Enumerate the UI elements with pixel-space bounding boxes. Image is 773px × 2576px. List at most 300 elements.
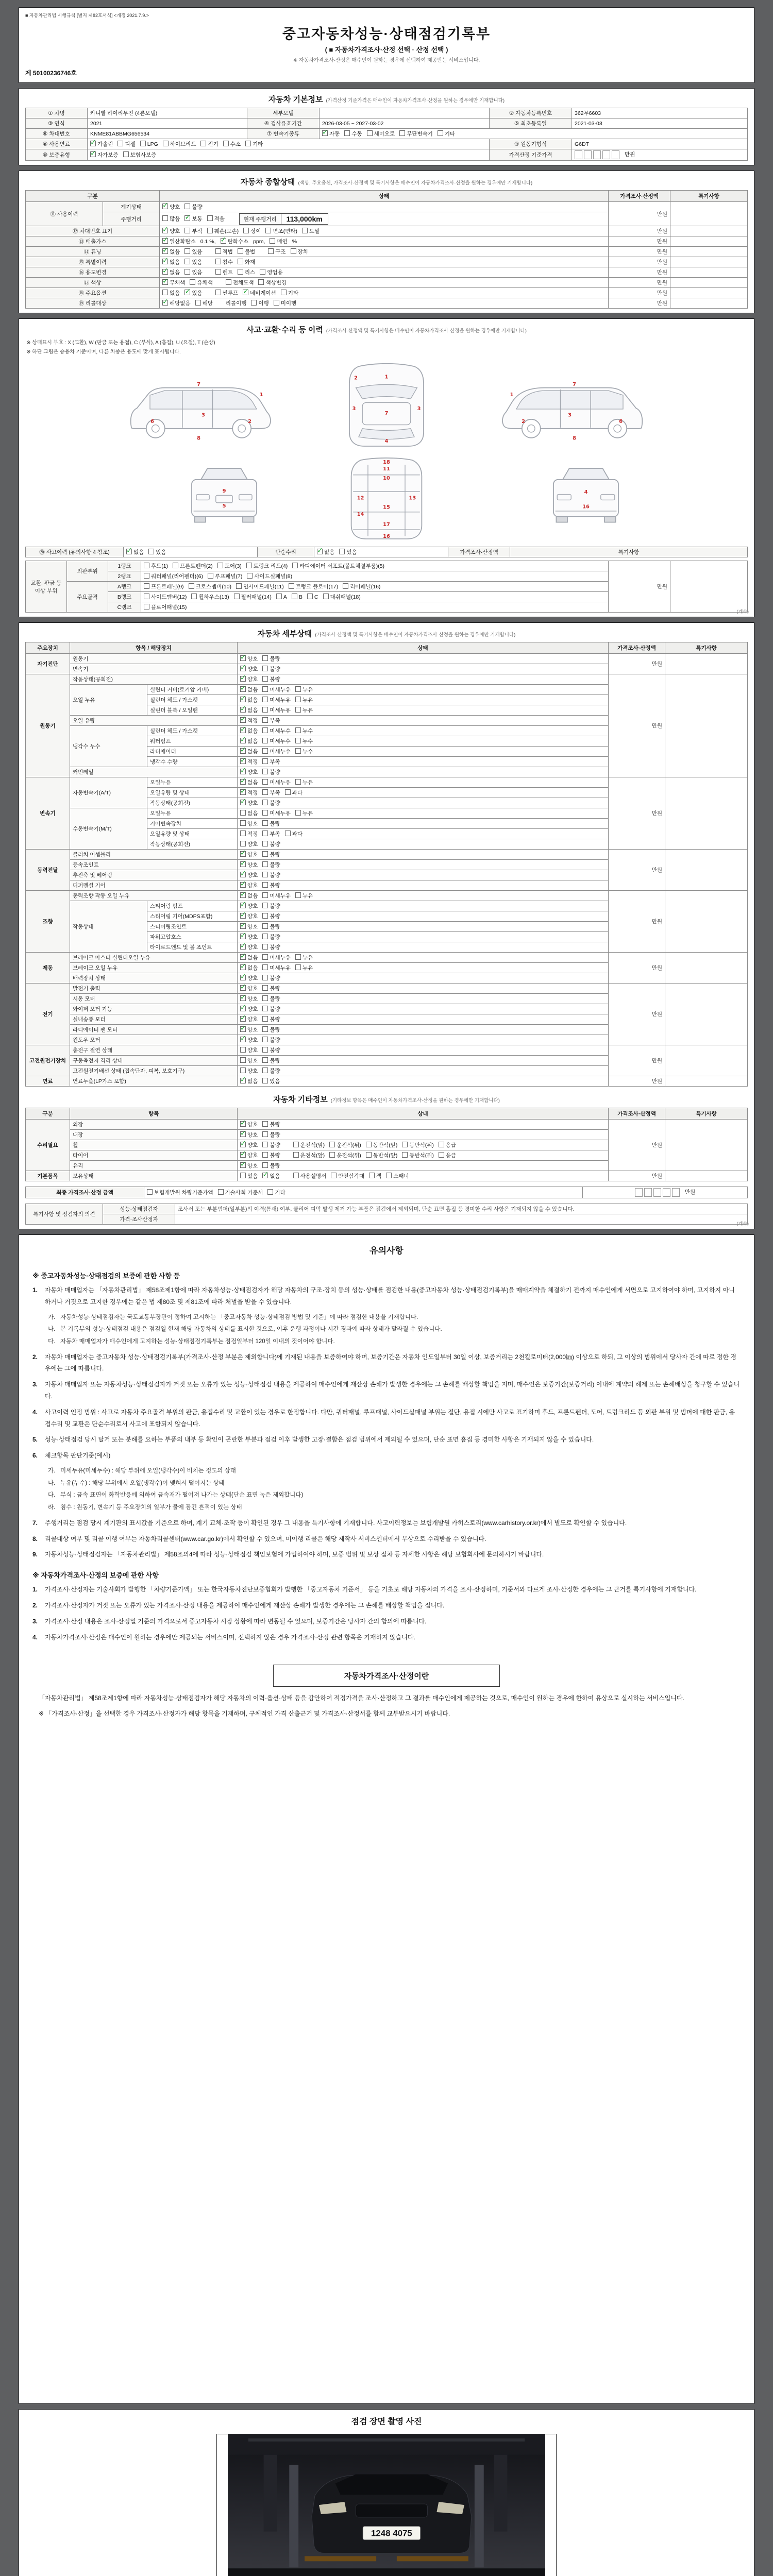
checkbox-option[interactable]: 트렁크 플로어(17) bbox=[289, 583, 338, 590]
checkbox-option[interactable]: 과다 bbox=[285, 830, 303, 838]
checkbox-option[interactable]: ✓ 양호 bbox=[240, 985, 258, 992]
checkbox-option[interactable]: 리스 bbox=[238, 268, 255, 276]
checkbox-option[interactable]: 불량 bbox=[262, 861, 280, 869]
checkbox[interactable] bbox=[274, 300, 279, 306]
checkbox[interactable] bbox=[240, 1142, 246, 1147]
checkbox[interactable] bbox=[240, 666, 246, 671]
checkbox[interactable] bbox=[262, 1016, 268, 1022]
checkbox[interactable] bbox=[162, 259, 168, 264]
checkbox[interactable] bbox=[262, 820, 268, 826]
checkbox-option[interactable]: 누유 bbox=[295, 696, 313, 704]
checkbox-option[interactable]: 동반석(뒤) bbox=[402, 1151, 434, 1159]
checkbox[interactable] bbox=[90, 151, 96, 157]
checkbox[interactable] bbox=[295, 697, 301, 702]
checkbox[interactable] bbox=[262, 1047, 268, 1053]
checkbox-option[interactable]: 불량 bbox=[262, 995, 280, 1003]
checkbox-option[interactable]: ✓ 가솔린 bbox=[90, 140, 113, 148]
checkbox-option[interactable]: 전체도색 bbox=[226, 279, 254, 286]
checkbox-option[interactable]: ✓ 없음 bbox=[240, 696, 258, 704]
checkbox-option[interactable]: 적음 bbox=[207, 215, 225, 223]
checkbox[interactable] bbox=[215, 269, 221, 275]
checkbox[interactable] bbox=[189, 583, 194, 589]
checkbox[interactable] bbox=[144, 604, 149, 609]
checkbox-option[interactable]: ✓ 양호 bbox=[240, 851, 258, 858]
checkbox[interactable] bbox=[262, 769, 268, 774]
checkbox-option[interactable]: 불법 bbox=[238, 248, 255, 256]
checkbox[interactable] bbox=[226, 279, 231, 285]
checkbox[interactable] bbox=[268, 248, 274, 254]
checkbox[interactable] bbox=[247, 573, 253, 579]
checkbox-option[interactable]: 구조 bbox=[268, 248, 285, 256]
checkbox[interactable] bbox=[217, 563, 223, 568]
checkbox-option[interactable]: 없음 bbox=[240, 809, 258, 817]
checkbox-option[interactable]: 적정 bbox=[240, 830, 258, 838]
checkbox-option[interactable]: ✓ 양호 bbox=[240, 655, 258, 663]
checkbox[interactable] bbox=[218, 1189, 224, 1195]
checkbox-option[interactable]: 불량 bbox=[262, 1046, 280, 1054]
checkbox[interactable] bbox=[200, 141, 206, 146]
checkbox[interactable] bbox=[240, 1121, 246, 1127]
checkbox[interactable] bbox=[240, 1026, 246, 1032]
checkbox-option[interactable]: 불량 bbox=[262, 655, 280, 663]
checkbox-option[interactable]: ✓ 적정 bbox=[240, 758, 258, 766]
checkbox[interactable] bbox=[262, 789, 268, 795]
checkbox-option[interactable]: ✓ 양호 bbox=[240, 1141, 258, 1149]
checkbox-option[interactable]: ✓ 양호 bbox=[240, 768, 258, 776]
checkbox-option[interactable]: 스패너 bbox=[386, 1172, 409, 1180]
checkbox[interactable] bbox=[262, 944, 268, 950]
checkbox-option[interactable]: 많음 bbox=[162, 215, 180, 223]
checkbox[interactable] bbox=[262, 1037, 268, 1042]
checkbox-option[interactable]: 미세누유 bbox=[262, 964, 291, 972]
checkbox-option[interactable]: 누수 bbox=[295, 737, 313, 745]
checkbox[interactable] bbox=[285, 831, 291, 836]
checkbox[interactable] bbox=[240, 1078, 246, 1083]
checkbox-option[interactable]: 누수 bbox=[295, 748, 313, 755]
checkbox[interactable] bbox=[262, 758, 268, 764]
checkbox[interactable] bbox=[366, 1142, 372, 1147]
checkbox-option[interactable]: 불량 bbox=[262, 912, 280, 920]
checkbox-option[interactable]: 불량 bbox=[262, 1067, 280, 1075]
checkbox-option[interactable]: 불량 bbox=[262, 1141, 280, 1149]
checkbox[interactable] bbox=[295, 707, 301, 713]
checkbox-option[interactable]: 부식 bbox=[184, 227, 202, 235]
checkbox[interactable] bbox=[240, 923, 246, 929]
checkbox[interactable] bbox=[147, 1189, 153, 1195]
checkbox-option[interactable]: 누수 bbox=[295, 727, 313, 735]
checkbox[interactable] bbox=[234, 594, 240, 599]
checkbox[interactable] bbox=[262, 717, 268, 723]
checkbox[interactable] bbox=[438, 130, 443, 136]
checkbox-option[interactable]: 훼손(오손) bbox=[207, 227, 239, 235]
checkbox[interactable] bbox=[191, 594, 197, 599]
checkbox[interactable] bbox=[295, 810, 301, 816]
checkbox[interactable] bbox=[144, 563, 149, 568]
checkbox[interactable] bbox=[240, 758, 246, 764]
checkbox-option[interactable]: 동반석(앞) bbox=[366, 1151, 398, 1159]
checkbox[interactable] bbox=[262, 831, 268, 836]
checkbox-option[interactable]: ✓ 양호 bbox=[240, 665, 258, 673]
checkbox-option[interactable]: 불량 bbox=[262, 1005, 280, 1013]
checkbox-option[interactable]: 기타 bbox=[267, 1189, 285, 1196]
checkbox[interactable] bbox=[162, 290, 168, 295]
checkbox[interactable] bbox=[236, 583, 242, 589]
checkbox-option[interactable]: 양호 bbox=[240, 1057, 258, 1064]
checkbox[interactable] bbox=[238, 248, 243, 254]
checkbox[interactable] bbox=[289, 583, 294, 589]
checkbox-option[interactable]: 플로어패널(15) bbox=[144, 603, 187, 611]
checkbox-option[interactable]: ✓ 양호 bbox=[240, 1036, 258, 1044]
checkbox[interactable] bbox=[262, 892, 268, 898]
checkbox[interactable] bbox=[262, 676, 268, 682]
checkbox[interactable] bbox=[386, 1173, 392, 1178]
checkbox-option[interactable]: 양호 bbox=[240, 820, 258, 827]
checkbox-option[interactable]: ✓ 없음 bbox=[240, 964, 258, 972]
checkbox[interactable] bbox=[262, 841, 268, 846]
checkbox-option[interactable]: 양호 bbox=[240, 840, 258, 848]
checkbox-option[interactable]: B bbox=[292, 594, 303, 600]
checkbox[interactable] bbox=[292, 594, 297, 599]
checkbox[interactable] bbox=[267, 1189, 273, 1195]
checkbox[interactable] bbox=[140, 141, 146, 146]
checkbox-option[interactable]: ✓ 없음 bbox=[240, 706, 258, 714]
checkbox[interactable] bbox=[90, 141, 96, 146]
checkbox-option[interactable]: 리어패널(16) bbox=[343, 583, 380, 590]
checkbox-option[interactable]: ✓ 적정 bbox=[240, 717, 258, 724]
checkbox-option[interactable]: 있음 bbox=[148, 548, 166, 556]
checkbox[interactable] bbox=[344, 130, 350, 136]
checkbox-option[interactable]: ✓ 양호 bbox=[240, 1005, 258, 1013]
checkbox[interactable] bbox=[240, 882, 246, 888]
checkbox-option[interactable]: 무단변속기 bbox=[399, 130, 433, 138]
checkbox-option[interactable]: 운전석(뒤) bbox=[329, 1151, 361, 1159]
checkbox-option[interactable]: 불량 bbox=[262, 882, 280, 889]
checkbox-option[interactable]: ✓ 양호 bbox=[240, 902, 258, 910]
checkbox-option[interactable]: ✓ 자동 bbox=[322, 130, 340, 138]
checkbox-option[interactable]: 응급 bbox=[439, 1151, 456, 1159]
checkbox-option[interactable]: ✓ 양호 bbox=[240, 1162, 258, 1170]
checkbox[interactable] bbox=[262, 1006, 268, 1011]
checkbox[interactable] bbox=[240, 1131, 246, 1137]
checkbox[interactable] bbox=[126, 549, 132, 554]
checkbox[interactable] bbox=[215, 248, 221, 254]
checkbox-option[interactable]: ✓ 양호 bbox=[240, 974, 258, 982]
checkbox-option[interactable]: ✓ 양호 bbox=[240, 923, 258, 930]
checkbox[interactable] bbox=[262, 995, 268, 1001]
checkbox[interactable] bbox=[295, 964, 301, 970]
checkbox-option[interactable]: 있음 bbox=[240, 1172, 258, 1180]
checkbox-option[interactable]: 침수 bbox=[215, 258, 233, 266]
checkbox[interactable] bbox=[262, 923, 268, 929]
checkbox-option[interactable]: 인사이드패널(11) bbox=[236, 583, 284, 590]
checkbox[interactable] bbox=[262, 851, 268, 857]
checkbox[interactable] bbox=[240, 944, 246, 950]
checkbox[interactable] bbox=[223, 141, 229, 146]
checkbox[interactable] bbox=[207, 228, 213, 233]
checkbox-option[interactable]: 불량 bbox=[262, 768, 280, 776]
checkbox-option[interactable]: 미세누유 bbox=[262, 809, 291, 817]
checkbox[interactable] bbox=[262, 1057, 268, 1063]
checkbox-option[interactable]: ✓ 양호 bbox=[240, 933, 258, 941]
checkbox[interactable] bbox=[240, 892, 246, 898]
checkbox[interactable] bbox=[162, 238, 168, 244]
checkbox[interactable] bbox=[262, 872, 268, 877]
checkbox-option[interactable]: 디젤 bbox=[117, 140, 135, 148]
checkbox-option[interactable]: 불량 bbox=[262, 1036, 280, 1044]
checkbox[interactable] bbox=[262, 1078, 268, 1083]
checkbox-option[interactable]: 부족 bbox=[262, 830, 280, 838]
checkbox-option[interactable]: ✓ 적정 bbox=[240, 789, 258, 796]
checkbox-option[interactable]: ✓ 없음 bbox=[240, 892, 258, 900]
checkbox-option[interactable]: 누유 bbox=[295, 892, 313, 900]
checkbox[interactable] bbox=[262, 1173, 268, 1178]
checkbox-option[interactable]: 유채색 bbox=[190, 279, 212, 286]
checkbox[interactable] bbox=[240, 861, 246, 867]
checkbox-option[interactable]: 미세누유 bbox=[262, 954, 291, 961]
checkbox-option[interactable]: ✓ 무채색 bbox=[162, 279, 185, 286]
checkbox[interactable] bbox=[240, 686, 246, 692]
checkbox[interactable] bbox=[251, 300, 257, 306]
checkbox-option[interactable]: 동반석(뒤) bbox=[402, 1141, 434, 1149]
checkbox-option[interactable]: 있음 bbox=[184, 268, 202, 276]
checkbox[interactable] bbox=[240, 810, 246, 816]
checkbox-option[interactable]: 전기 bbox=[200, 140, 218, 148]
checkbox[interactable] bbox=[238, 269, 243, 275]
checkbox-option[interactable]: 있음 bbox=[262, 1077, 280, 1085]
checkbox[interactable] bbox=[260, 269, 265, 275]
checkbox[interactable] bbox=[162, 248, 168, 254]
checkbox-option[interactable]: 기타 bbox=[245, 140, 263, 148]
checkbox[interactable] bbox=[207, 215, 213, 221]
checkbox[interactable] bbox=[262, 985, 268, 991]
checkbox-option[interactable]: 미세누수 bbox=[262, 737, 291, 745]
checkbox[interactable] bbox=[184, 228, 190, 233]
checkbox[interactable] bbox=[240, 707, 246, 713]
checkbox-option[interactable]: 불량 bbox=[262, 933, 280, 941]
checkbox[interactable] bbox=[240, 779, 246, 785]
checkbox-option[interactable]: 미세누유 bbox=[262, 892, 291, 900]
checkbox-option[interactable]: 보험사보증 bbox=[123, 151, 157, 159]
checkbox[interactable] bbox=[262, 666, 268, 671]
checkbox[interactable] bbox=[240, 1037, 246, 1042]
checkbox-option[interactable]: 불량 bbox=[262, 985, 280, 992]
checkbox[interactable] bbox=[293, 1152, 299, 1158]
checkbox-option[interactable]: ✓ 보통 bbox=[184, 215, 202, 223]
checkbox[interactable] bbox=[295, 738, 301, 743]
checkbox-option[interactable]: 운전석(앞) bbox=[293, 1151, 325, 1159]
checkbox-option[interactable]: ✓ 해당없음 bbox=[162, 299, 191, 307]
checkbox-option[interactable]: 있음 bbox=[184, 248, 202, 256]
checkbox[interactable] bbox=[439, 1142, 444, 1147]
checkbox-option[interactable]: 하이브리드 bbox=[163, 140, 196, 148]
checkbox[interactable] bbox=[399, 130, 405, 136]
checkbox-option[interactable]: 미세누수 bbox=[262, 727, 291, 735]
checkbox-option[interactable]: 프론트펜더(2) bbox=[173, 562, 213, 570]
checkbox[interactable] bbox=[262, 934, 268, 939]
checkbox-option[interactable]: 있음 bbox=[339, 548, 357, 556]
checkbox-option[interactable]: 사이드멤버(12) bbox=[144, 593, 187, 601]
checkbox[interactable] bbox=[329, 1142, 335, 1147]
checkbox[interactable] bbox=[262, 903, 268, 908]
checkbox[interactable] bbox=[215, 259, 221, 264]
checkbox-option[interactable]: 불량 bbox=[262, 675, 280, 683]
checkbox[interactable] bbox=[295, 727, 301, 733]
checkbox-option[interactable]: ✓ 양호 bbox=[240, 1026, 258, 1033]
checkbox[interactable] bbox=[262, 1026, 268, 1032]
checkbox[interactable] bbox=[317, 549, 323, 554]
checkbox[interactable] bbox=[240, 727, 246, 733]
checkbox[interactable] bbox=[295, 892, 301, 898]
checkbox[interactable] bbox=[331, 1173, 337, 1178]
checkbox[interactable] bbox=[402, 1152, 408, 1158]
checkbox-option[interactable]: 수동 bbox=[344, 130, 362, 138]
checkbox-option[interactable]: A bbox=[276, 594, 287, 600]
checkbox-option[interactable]: 색상변경 bbox=[258, 279, 287, 286]
checkbox[interactable] bbox=[262, 810, 268, 816]
checkbox-option[interactable]: ✓ 일산화탄소 bbox=[162, 238, 196, 245]
checkbox-option[interactable]: 누유 bbox=[295, 809, 313, 817]
checkbox-option[interactable]: 미세누유 bbox=[262, 696, 291, 704]
checkbox-option[interactable]: 후드(1) bbox=[144, 562, 168, 570]
checkbox[interactable] bbox=[144, 594, 149, 599]
checkbox-option[interactable]: 프론트패널(9) bbox=[144, 583, 184, 590]
checkbox[interactable] bbox=[162, 300, 168, 306]
checkbox-option[interactable]: 안전삼각대 bbox=[331, 1172, 364, 1180]
checkbox[interactable] bbox=[240, 872, 246, 877]
checkbox-option[interactable]: 사이드실패널(8) bbox=[247, 572, 292, 580]
checkbox-option[interactable]: ✓ 없음 bbox=[126, 548, 144, 556]
checkbox[interactable] bbox=[276, 594, 282, 599]
checkbox-option[interactable]: 불량 bbox=[262, 923, 280, 930]
checkbox[interactable] bbox=[240, 676, 246, 682]
checkbox[interactable] bbox=[245, 141, 251, 146]
checkbox-option[interactable]: 도어(3) bbox=[217, 562, 242, 570]
checkbox-option[interactable]: 불량 bbox=[262, 902, 280, 910]
checkbox-option[interactable]: ✓ 양호 bbox=[240, 675, 258, 683]
checkbox-option[interactable]: 누유 bbox=[295, 778, 313, 786]
checkbox-option[interactable]: 과다 bbox=[285, 789, 303, 796]
checkbox[interactable] bbox=[367, 130, 373, 136]
checkbox[interactable] bbox=[262, 913, 268, 919]
checkbox[interactable] bbox=[162, 279, 168, 285]
checkbox[interactable] bbox=[291, 248, 296, 254]
checkbox[interactable] bbox=[262, 727, 268, 733]
checkbox-option[interactable]: 기타 bbox=[281, 289, 298, 297]
checkbox-option[interactable]: ✓ 없음 bbox=[240, 686, 258, 693]
checkbox-option[interactable]: ✓ 양호 bbox=[240, 1151, 258, 1159]
checkbox[interactable] bbox=[343, 583, 348, 589]
checkbox[interactable] bbox=[243, 228, 249, 233]
checkbox[interactable] bbox=[293, 1142, 299, 1147]
checkbox-option[interactable]: 불량 bbox=[262, 1162, 280, 1170]
checkbox[interactable] bbox=[240, 738, 246, 743]
checkbox-option[interactable]: 매연 bbox=[270, 238, 287, 245]
checkbox[interactable] bbox=[148, 549, 154, 554]
checkbox[interactable] bbox=[262, 800, 268, 805]
checkbox-option[interactable]: ✓ 없음 bbox=[240, 954, 258, 961]
checkbox-option[interactable]: 잭 bbox=[369, 1172, 381, 1180]
checkbox[interactable] bbox=[173, 563, 178, 568]
checkbox[interactable] bbox=[262, 779, 268, 785]
checkbox-option[interactable]: 미세누수 bbox=[262, 748, 291, 755]
checkbox[interactable] bbox=[262, 686, 268, 692]
checkbox-option[interactable]: 불량 bbox=[262, 1057, 280, 1064]
checkbox-option[interactable]: 적법 bbox=[215, 248, 233, 256]
checkbox-option[interactable]: 불량 bbox=[262, 1131, 280, 1139]
checkbox-option[interactable]: C bbox=[307, 594, 318, 600]
checkbox[interactable] bbox=[262, 738, 268, 743]
checkbox[interactable] bbox=[262, 697, 268, 702]
checkbox-option[interactable]: 운전석(뒤) bbox=[329, 1141, 361, 1149]
checkbox-option[interactable]: 불량 bbox=[262, 665, 280, 673]
checkbox[interactable] bbox=[262, 1121, 268, 1127]
checkbox-option[interactable]: 누유 bbox=[295, 686, 313, 693]
checkbox[interactable] bbox=[240, 769, 246, 774]
checkbox[interactable] bbox=[190, 279, 195, 285]
checkbox-option[interactable]: 불량 bbox=[262, 799, 280, 807]
checkbox-option[interactable]: ✓ 없음 bbox=[240, 778, 258, 786]
checkbox[interactable] bbox=[281, 290, 287, 295]
checkbox-option[interactable]: 미세누유 bbox=[262, 778, 291, 786]
checkbox-option[interactable]: ✓ 없음 bbox=[262, 1172, 280, 1180]
checkbox[interactable] bbox=[184, 215, 190, 221]
checkbox[interactable] bbox=[240, 954, 246, 960]
checkbox[interactable] bbox=[144, 573, 149, 579]
checkbox-option[interactable]: 보험개발원 차량기준가액 bbox=[147, 1189, 213, 1196]
checkbox-option[interactable]: 도말 bbox=[302, 227, 320, 235]
checkbox[interactable] bbox=[262, 882, 268, 888]
checkbox[interactable] bbox=[240, 1152, 246, 1158]
checkbox-option[interactable]: 미세누유 bbox=[262, 706, 291, 714]
checkbox[interactable] bbox=[307, 594, 313, 599]
checkbox[interactable] bbox=[262, 964, 268, 970]
checkbox-option[interactable]: 있음 bbox=[184, 258, 202, 266]
checkbox-option[interactable]: ✓ 양호 bbox=[162, 203, 180, 211]
checkbox[interactable] bbox=[240, 903, 246, 908]
checkbox[interactable] bbox=[240, 975, 246, 980]
checkbox[interactable] bbox=[238, 259, 243, 264]
checkbox-option[interactable]: 불량 bbox=[262, 1151, 280, 1159]
checkbox-option[interactable]: 루프패널(7) bbox=[208, 572, 242, 580]
checkbox[interactable] bbox=[323, 594, 329, 599]
checkbox[interactable] bbox=[240, 1006, 246, 1011]
checkbox[interactable] bbox=[184, 204, 190, 209]
checkbox-option[interactable]: 불량 bbox=[262, 1026, 280, 1033]
checkbox[interactable] bbox=[162, 215, 168, 221]
checkbox[interactable] bbox=[262, 861, 268, 867]
checkbox[interactable] bbox=[184, 290, 190, 295]
checkbox[interactable] bbox=[162, 204, 168, 209]
checkbox-option[interactable]: 사용설명서 bbox=[293, 1172, 327, 1180]
checkbox-option[interactable]: 렌트 bbox=[215, 268, 233, 276]
checkbox[interactable] bbox=[240, 748, 246, 754]
checkbox[interactable] bbox=[240, 995, 246, 1001]
checkbox[interactable] bbox=[208, 573, 213, 579]
checkbox-option[interactable]: ✓ 자가보증 bbox=[90, 151, 119, 159]
checkbox[interactable] bbox=[240, 820, 246, 826]
checkbox-option[interactable]: 기술사회 기준서 bbox=[218, 1189, 263, 1196]
checkbox[interactable] bbox=[295, 686, 301, 692]
checkbox-option[interactable]: 해당 bbox=[195, 299, 213, 307]
checkbox-option[interactable]: 불량 bbox=[262, 1015, 280, 1023]
checkbox[interactable] bbox=[339, 549, 345, 554]
checkbox-option[interactable]: 양호 bbox=[240, 1046, 258, 1054]
checkbox[interactable] bbox=[262, 1152, 268, 1158]
checkbox-option[interactable]: ✓ 있음 bbox=[184, 289, 202, 297]
checkbox-option[interactable]: 라디에이터 서포트(볼트체결부품)(5) bbox=[292, 562, 384, 570]
checkbox-option[interactable]: 세미오토 bbox=[367, 130, 395, 138]
checkbox-option[interactable]: 불량 bbox=[262, 851, 280, 858]
